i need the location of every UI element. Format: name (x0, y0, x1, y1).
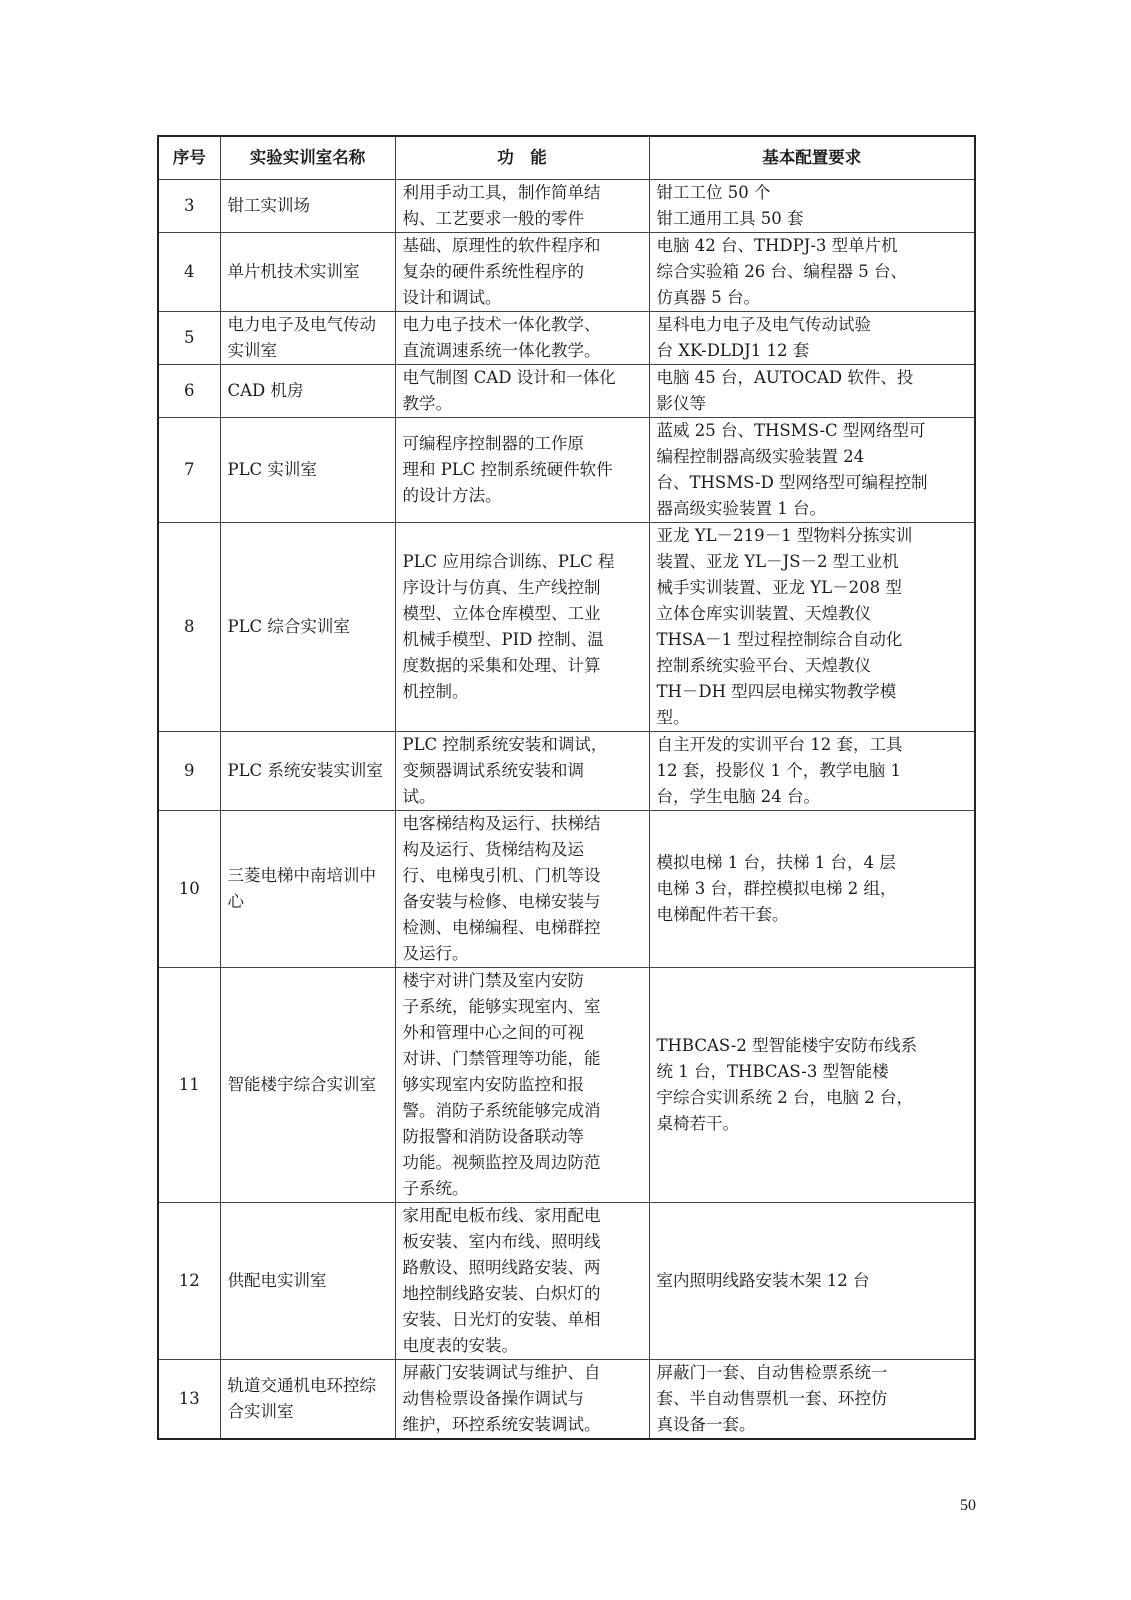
row-number: 8 (158, 523, 220, 732)
header-config: 基本配置要求 (649, 136, 975, 180)
table-row (158, 968, 975, 1203)
table-row (158, 365, 975, 418)
lab-name: 轨道交通机电环控综合实训室 (220, 1360, 395, 1440)
row-number: 5 (158, 312, 220, 365)
table-header-row (158, 136, 975, 180)
lab-requirements: 蓝威 25 台、THSMS-C 型网络型可 编程控制器高级实验装置 24 台、THSMS-D 型网络型可编程控制 器高级实验装置 1 台。 (649, 418, 975, 523)
lab-requirements: 模拟电梯 1 台，扶梯 1 台，4 层 电梯 3 台，群控模拟电梯 2 组， 电梯配件若干套。 (649, 811, 975, 968)
lab-function: 屏蔽门安装调试与维护、自 动售检票设备操作调试与 维护，环控系统安装调试。 (395, 1360, 649, 1440)
table-row (158, 180, 975, 233)
lab-requirements: 星科电力电子及电气传动试验 台 XK-DLDJ1 12 套 (649, 312, 975, 365)
lab-name: PLC 系统安装实训室 (220, 732, 395, 811)
header-name: 实验实训室名称 (220, 136, 395, 180)
lab-function: 基础、原理性的软件程序和 复杂的硬件系统性程序的 设计和调试。 (395, 233, 649, 312)
lab-requirements: 屏蔽门一套、自动售检票系统一 套、半自动售票机一套、环控仿 真设备一套。 (649, 1360, 975, 1440)
table-row (158, 233, 975, 312)
lab-function: PLC 应用综合训练、PLC 程 序设计与仿真、生产线控制 模型、立体仓库模型、工业 机械手模型、PID 控制、温 度数据的采集和处理、计算 机控制。 (395, 523, 649, 732)
table-row (158, 523, 975, 732)
lab-name: 供配电实训室 (220, 1203, 395, 1360)
lab-function: 可编程序控制器的工作原 理和 PLC 控制系统硬件软件 的设计方法。 (395, 418, 649, 523)
row-number: 4 (158, 233, 220, 312)
row-number: 11 (158, 968, 220, 1203)
table-row (158, 418, 975, 523)
row-number: 7 (158, 418, 220, 523)
page-number: 50 (960, 1497, 976, 1514)
lab-requirements: THBCAS-2 型智能楼宇安防布线系 统 1 台，THBCAS-3 型智能楼 宇综合实训系统 2 台，电脑 2 台， 桌椅若干。 (649, 968, 975, 1203)
lab-requirements: 亚龙 YL－219－1 型物料分拣实训 装置、亚龙 YL－JS－2 型工业机 械手实训装置、亚龙 YL－208 型 立体仓库实训装置、天煌教仪 THSA－1 型过程控制综合自动化 控制系统实验平台、天煌教仪 TH－DH 型四层电梯实物教学模 型。 (649, 523, 975, 732)
row-number: 6 (158, 365, 220, 418)
header-function: 功 能 (395, 136, 649, 180)
lab-requirements: 自主开发的实训平台 12 套，工具 12 套，投影仪 1 个，教学电脑 1 台，学生电脑 24 台。 (649, 732, 975, 811)
lab-function: PLC 控制系统安装和调试， 变频器调试系统安装和调 试。 (395, 732, 649, 811)
row-number: 10 (158, 811, 220, 968)
table-row (158, 732, 975, 811)
lab-function: 家用配电板布线、家用配电 板安装、室内布线、照明线 路敷设、照明线路安装、两 地控制线路安装、白炽灯的 安装、日光灯的安装、单相 电度表的安装。 (395, 1203, 649, 1360)
lab-function: 电力电子技术一体化教学、 直流调速系统一体化教学。 (395, 312, 649, 365)
lab-table-container (157, 135, 974, 1440)
table-row (158, 1203, 975, 1360)
header-seq: 序号 (158, 136, 220, 180)
lab-name: PLC 实训室 (220, 418, 395, 523)
lab-name: CAD 机房 (220, 365, 395, 418)
lab-name: 三菱电梯中南培训中心 (220, 811, 395, 968)
row-number: 3 (158, 180, 220, 233)
lab-config-table (157, 135, 976, 1440)
lab-function: 利用手动工具，制作简单结 构、工艺要求一般的零件 (395, 180, 649, 233)
lab-requirements: 电脑 45 台，AUTOCAD 软件、投 影仪等 (649, 365, 975, 418)
table-row (158, 811, 975, 968)
table-row (158, 312, 975, 365)
row-number: 13 (158, 1360, 220, 1440)
lab-requirements: 电脑 42 台、THDPJ-3 型单片机 综合实验箱 26 台、编程器 5 台、 仿真器 5 台。 (649, 233, 975, 312)
lab-name: 电力电子及电气传动实训室 (220, 312, 395, 365)
row-number: 12 (158, 1203, 220, 1360)
lab-function: 楼宇对讲门禁及室内安防 子系统，能够实现室内、室 外和管理中心之间的可视 对讲、门禁管理等功能，能 够实现室内安防监控和报 警。消防子系统能够完成消 防报警和消防设备联动等 功能。视频监控及周边防范 子系统。 (395, 968, 649, 1203)
lab-function: 电气制图 CAD 设计和一体化 教学。 (395, 365, 649, 418)
lab-name: 单片机技术实训室 (220, 233, 395, 312)
lab-name: PLC 综合实训室 (220, 523, 395, 732)
row-number: 9 (158, 732, 220, 811)
lab-requirements: 钳工工位 50 个 钳工通用工具 50 套 (649, 180, 975, 233)
table-row (158, 1360, 975, 1440)
lab-requirements: 室内照明线路安装木架 12 台 (649, 1203, 975, 1360)
lab-name: 智能楼宇综合实训室 (220, 968, 395, 1203)
lab-name: 钳工实训场 (220, 180, 395, 233)
lab-function: 电客梯结构及运行、扶梯结 构及运行、货梯结构及运 行、电梯曳引机、门机等设 备安装与检修、电梯安装与 检测、电梯编程、电梯群控 及运行。 (395, 811, 649, 968)
